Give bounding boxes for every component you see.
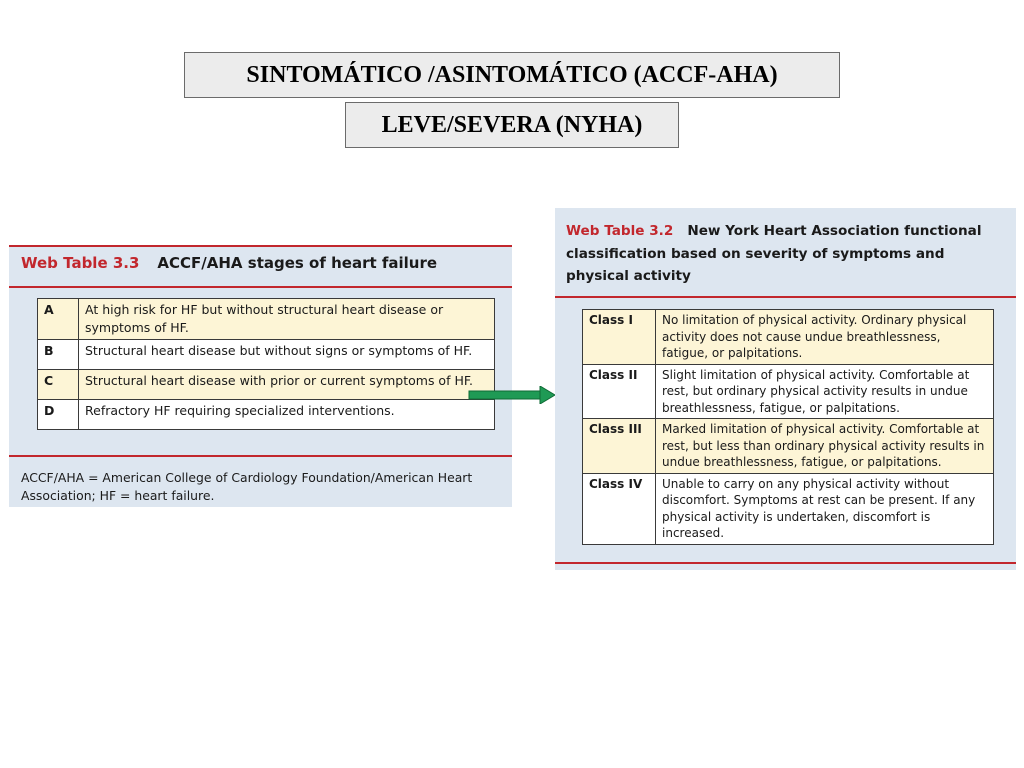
nyha-table-panel	[555, 208, 1016, 570]
stage-label: C	[38, 370, 79, 400]
class-label: Class IV	[583, 473, 656, 544]
nyha-classes-table	[582, 309, 994, 545]
stage-description: At high risk for HF but without structural heart disease or symptoms of HF.	[79, 299, 495, 340]
slide-subtitle: LEVE/SEVERA (NYHA)	[345, 102, 679, 148]
class-description: No limitation of physical activity. Ordinary physical activity does not cause undue breathlessness, fatigue, or palpitations.	[656, 310, 994, 365]
table-row	[38, 400, 495, 430]
table-row	[38, 340, 495, 370]
nyha-table-title: New York Heart Association functional classification based on severity of symptoms and physical activity	[566, 223, 982, 284]
table-row	[38, 370, 495, 400]
class-description: Marked limitation of physical activity. Comfortable at rest, but less than ordinary physical activity results in undue breathlessness, fatigue, or palpitations.	[656, 419, 994, 474]
stage-description: Refractory HF requiring specialized interventions.	[79, 400, 495, 430]
accf-table-label: Web Table 3.3	[21, 254, 140, 272]
stage-description: Structural heart disease with prior or current symptoms of HF.	[79, 370, 495, 400]
class-label: Class II	[583, 364, 656, 419]
accf-table-title: ACCF/AHA stages of heart failure	[157, 254, 438, 272]
accf-aha-table-panel	[9, 245, 512, 507]
accf-table-heading	[21, 254, 437, 272]
class-description: Unable to carry on any physical activity without discomfort. Symptoms at rest can be present. If any physical activity is undertaken, discomfort is increased.	[656, 473, 994, 544]
accf-stages-table	[37, 298, 495, 430]
nyha-table-heading	[566, 220, 1010, 288]
class-description: Slight limitation of physical activity. Comfortable at rest, but ordinary physical activity results in undue breathlessness, fatigue, or palpitations.	[656, 364, 994, 419]
table-row	[38, 299, 495, 340]
class-label: Class I	[583, 310, 656, 365]
class-label: Class III	[583, 419, 656, 474]
table-row	[583, 364, 994, 419]
right-arrow-icon	[468, 386, 556, 404]
table-row	[583, 419, 994, 474]
slide-title: SINTOMÁTICO /ASINTOMÁTICO (ACCF-AHA)	[184, 52, 840, 98]
table-row	[583, 473, 994, 544]
stage-label: A	[38, 299, 79, 340]
nyha-table-label: Web Table 3.2	[566, 223, 674, 239]
table-row	[583, 310, 994, 365]
stage-label: B	[38, 340, 79, 370]
stage-description: Structural heart disease but without signs or symptoms of HF.	[79, 340, 495, 370]
stage-label: D	[38, 400, 79, 430]
accf-table-footnote: ACCF/AHA = American College of Cardiology Foundation/American Heart Association; HF = heart failure.	[21, 470, 473, 503]
